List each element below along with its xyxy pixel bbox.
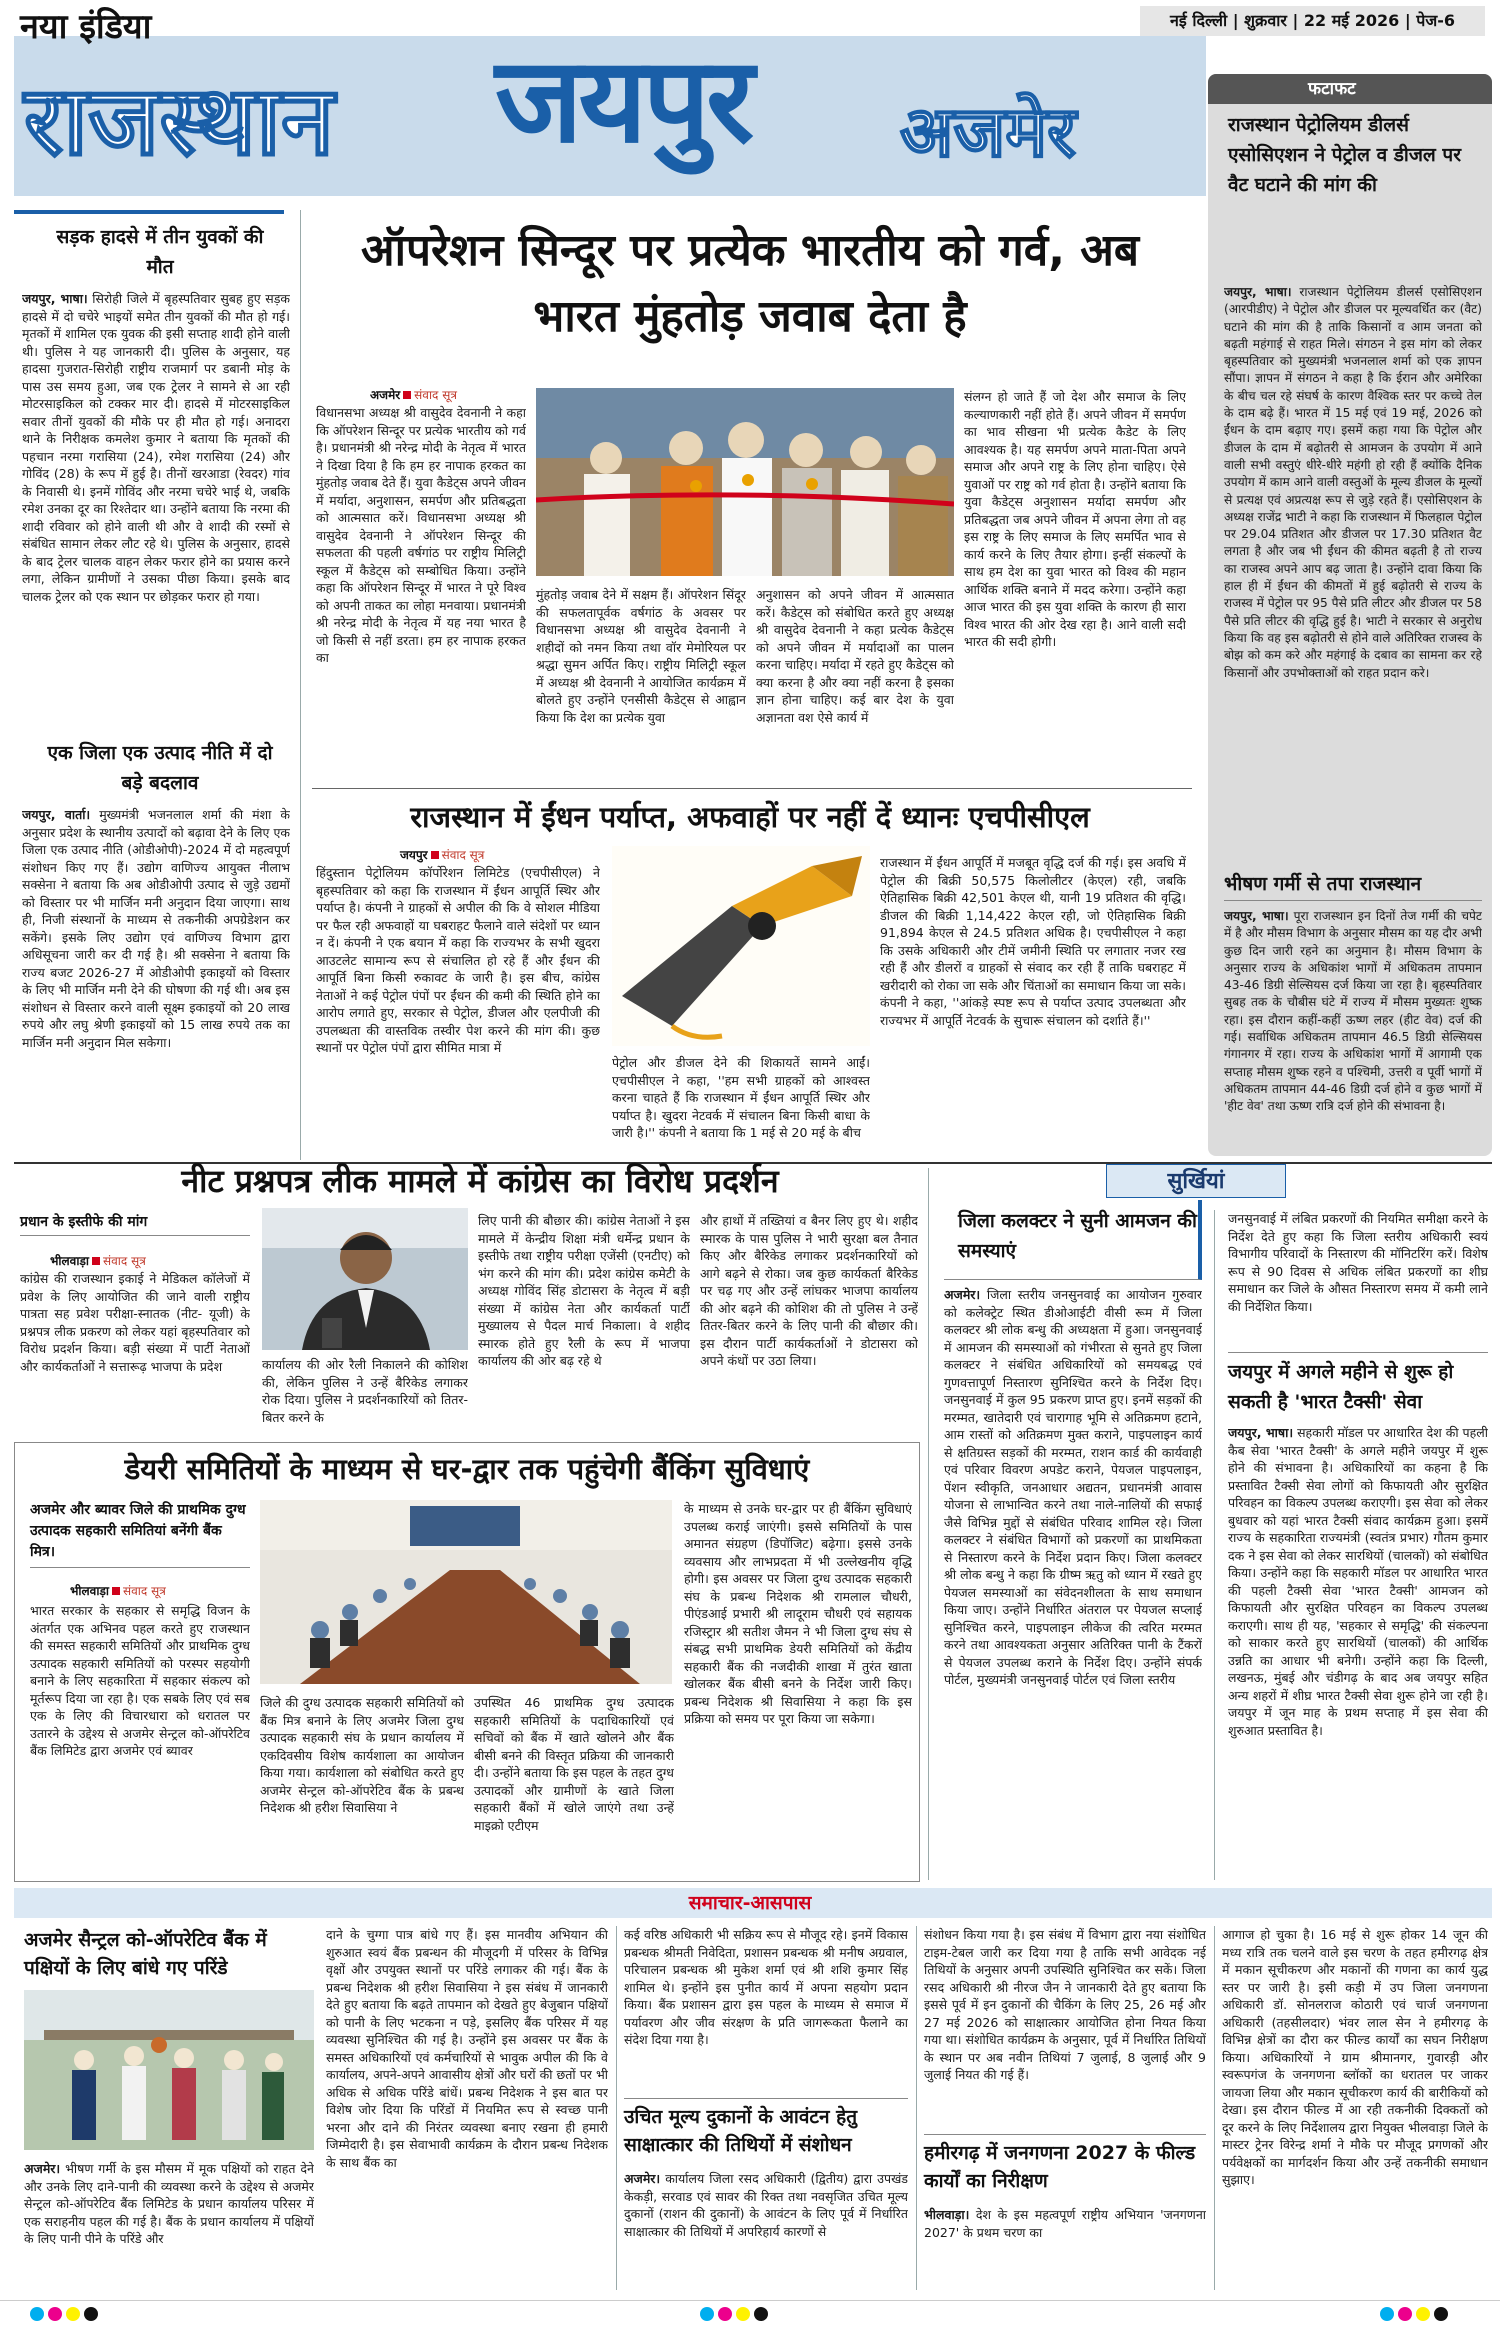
heat-headline: भीषण गर्मी से तपा राजस्थान <box>1224 872 1482 901</box>
dairy-photo <box>260 1500 672 1684</box>
neet-byline-src: संवाद सूत्र <box>103 1254 146 1268</box>
heat-body <box>1224 908 1482 1150</box>
speaker-portrait-photo <box>262 1208 468 1350</box>
edition-city: जयपुर <box>495 31 751 169</box>
fuel-photo <box>612 846 870 1046</box>
fatafat-headline: राजस्थान पेट्रोलियम डीलर्स एसोसिएशन ने पेट्रोल व डीजल पर वैट घटाने की मांग की <box>1228 114 1461 196</box>
surkhiyan-h1: जिला कलक्टर ने सुनी आमजन की समस्याएं <box>958 1210 1197 1262</box>
neet-headline: नीट प्रश्नपत्र लीक मामले में कांग्रेस का विरोध प्रदर्शन <box>181 1162 779 1200</box>
lead-col1: विधानसभा अध्यक्ष श्री वासुदेव देवनानी ने कहा कि ऑपरेशन सिन्दूर पर प्रत्येक भारतीय को गर्व है। प्रधानमंत्री श्री नरेन्द्र मोदी के नेतृत्व में भारत ने दिखा दिया है कि हम हर नापाक हरकत का मुंहतोड़ जवाब देते हैं। युवा कैडेट्स अपने जीवन में मर्यादा, अनुशासन, समर्पण और प्रतिबद्धता को आत्मसात करें। विधानसभा अध्यक्ष श्री वासुदेव देवनानी ने ऑपरेशन सिन्दूर की सफलता की पहली वर्षगांठ पर राष्ट्रीय मिलिट्री स्कूल में कैडेट्स को सम्बोधित किया। उन्होंने कहा कि ऑपरेशन सिन्दूर में भारत ने पूरे विश्व को अपनी ताकत का लोहा मनवाया। प्रधानमंत्री श्री नरेन्द्र मोदी के नेतृत्व में यह नया भारत है जो किसी से नहीं डरता। हम हर नापाक हरकत का <box>316 405 526 665</box>
neet-photo <box>262 1208 468 1350</box>
fuel-headline: राजस्थान में ईंधन पर्याप्त, अफवाहों पर नहीं दें ध्यानः एचपीसीएल <box>410 800 1090 834</box>
fatafat-panel <box>1208 74 1492 1156</box>
aaspaas-a3-headline: हमीरगढ़ में जनगणना 2027 के फील्ड कार्यों का निरीक्षण <box>924 2134 1206 2195</box>
edition-big: राजस्थान <box>24 65 335 177</box>
neet-byline <box>50 1252 146 1269</box>
rule-aaspaas-1 <box>616 1926 617 2290</box>
aaspaas-a2-text: कार्यालय जिला रसद अधिकारी (द्वितीय) द्वारा उपखंड केकड़ी, सरवाड एवं सावर की रिक्त तथा नवसृजित उचित मूल्य दुकानों (राशन की दुकानों) के आवंटन के लिए पूर्व में निर्धारित साक्षात्कार की तिथियों में अपरिहार्य कारणों से <box>624 2171 908 2239</box>
neet-col2: कार्यालय की ओर रैली निकालने की कोशिश की, लेकिन पुलिस ने उन्हें बैरिकेड लगाकर रोक दिया। पुलिस ने प्रदर्शनकारियों को तितर-बितर करने के <box>262 1357 468 1425</box>
fuel-col3: राजस्थान में ईंधन आपूर्ति में मजबूत वृद्धि दर्ज की गई। इस अवधि में पेट्रोल की बिक्री 50,575 किलोलीटर (केएल) रही, जबकि ऐतिहासिक बिक्री 42,501 केएल थी, यानी 19 प्रतिशत की वृद्धि। डीजल की बिक्री 1,14,422 केएल रही, जो ऐतिहासिक बिक्री 91,894 केएल से 24.5 प्रतिशत अधिक है। एचपीसीएल ने कहा कि उसके अधिकारी और टीमें जमीनी स्थिति पर लगातार नजर रख रही हैं और डीलरों व ग्राहकों से संवाद कर रही हैं ताकि घबराहट में खरीदारी को रोका जा सके और चिंताओं का समाधान किया जा सके। कंपनी ने कहा, ''आंकड़े स्पष्ट रूप से पर्याप्त उत्पाद उपलब्धता और राज्यभर में आपूर्ति नेटवर्क के सुचारू संचालन को दर्शाते हैं।'' <box>880 855 1186 1028</box>
aaspaas-a2-col1: कई वरिष्ठ अधिकारी भी सक्रिय रूप से मौजूद रहे। इनमें विकास प्रबन्धक श्रीमती निवेदिता, प्रशासन प्रबन्धक श्री मनीष अग्रवाल, परिचालन प्रबन्धक श्री मुकेश शर्मा एवं श्री शशि कुमार सिंह शामिल थे। इन्होंने इस पुनीत कार्य में अपना सहयोग प्रदान किया। बैंक प्रशासन द्वारा इस पहल के माध्यम से समाज में पर्यावरण और जीव संरक्षण के प्रति जागरूकता फैलाने का संदेश दिया गया है। <box>624 1927 908 2047</box>
aaspaas-label: समाचार-आसपास <box>688 1892 812 1914</box>
dairy-headline: डेयरी समितियों के माध्यम से घर-द्वार तक पहुंचेगी बैंकिंग सुविधाएं <box>124 1452 810 1486</box>
ribbon-cutting-photo <box>536 388 954 576</box>
lead-byline-place: अजमेर <box>370 388 401 402</box>
rule-aaspaas-3 <box>1214 1926 1215 2290</box>
surkhiyan-h1-body <box>944 1286 1202 1880</box>
aaspaas-a3-dateline: भीलवाड़ा। <box>924 2207 970 2222</box>
workshop-meeting-photo <box>260 1500 672 1684</box>
fatafat-dateline: जयपुर, भाषा। <box>1224 285 1292 299</box>
aaspaas-a3-text: देश के इस महत्वपूर्ण राष्ट्रीय अभियान 'जनगणना 2027' के प्रथम चरण का <box>924 2207 1206 2240</box>
lead-col4: संलग्न हो जाते हैं जो देश और समाज के लिए कल्याणकारी नहीं होते हैं। अपने जीवन में समर्पण का भाव सीखना भी प्रत्येक कैडेट के लिए आवश्यक है। यह समर्पण अपने माता-पिता अपने समाज और अपने राष्ट्र के लिए होना चाहिए। ऐसे युवाओं पर राष्ट्र को गर्व होता है। उन्होंने बताया कि युवा कैडेट्स अनुशासन मर्यादा समर्पण और प्रतिबद्धता जब अपने जीवन में अपना लेगा तो वह इस राष्ट्र के लिए समाज के लिए समर्पित भाव से कार्य करने के लिए तैयार होगा। इन्हीं संकल्पों के साथ हम देश का युवा भारत को विश्व की महान आर्थिक शक्ति बनाने में मदद करेगा। उन्होंने कहा आज भारत की इस युवा शक्ति के कारण ही सारा विश्व भारत की ओर देख रहा है। आने वाली सदी भारत की सदी होगी। <box>964 389 1186 649</box>
odop-dateline: जयपुर, वार्ता। <box>22 807 91 822</box>
surkhiyan-h2-text: सहकारी मॉडल पर आधारित देश की पहली कैब सेवा 'भारत टैक्सी' के अगले महीने जयपुर में शुरू होने की संभावना है। अधिकारियों का कहना है कि प्रस्तावित टैक्सी सेवा लोगों को किफायती और सुरक्षित परिवहन का विकल्प उपलब्ध कराएगी। इस सेवा को लेकर बुधवार को यहां भारत टैक्सी संवाद कार्यक्रम हुआ। इसमें राज्य के सहकारिता राज्यमंत्री (स्वतंत्र प्रभार) गौतम कुमार दक ने इस सेवा को लेकर सारथियों (चालकों) को संबोधित किया। उन्होंने कहा कि सहकारी मॉडल पर आधारित भारत की पहली टैक्सी सेवा 'भारत टैक्सी' आमजन को किफायती और सुरक्षित परिवहन का विकल्प उपलब्ध कराएगी। साथ ही यह, 'सहकार से समृद्धि' की संकल्पना को साकार करते हुए सारथियों (चालकों) की आर्थिक उन्नति का आधार भी बनेगी। उन्होंने कहा कि दिल्ली, लखनऊ, मुंबई और चंडीगढ़ के बाद अब जयपुर सहित अन्य शहरों में शीघ्र भारत टैक्सी सेवा शुरू होने जा रही है। जयपुर में जून माह के प्रथम सप्ताह में इस सेवा की शुरुआत प्रस्तावित है। <box>1228 1425 1488 1738</box>
neet-kicker: प्रधान के इस्तीफे की मांग <box>20 1212 250 1236</box>
fuel-byline <box>400 846 484 863</box>
aaspaas-a4-col: आगाज हो चुका है। 16 मई से शुरू होकर 14 जून की मध्य रात्रि तक चलने वाले इस चरण के तहत हमीरगढ़ क्षेत्र में मकान सूचीकरण और मकानों की गणना का कार्य युद्ध स्तर पर जारी है। इसी कड़ी में उप जिला जनगणना अधिकारी डॉ. सोनलराज कोठारी एवं चार्ज जनगणना अधिकारी (तहसीलदार) भंवर लाल सेन ने हमीरगढ़ के विभिन्न क्षेत्रों का दौरा कर फील्ड कार्यों का सघन निरीक्षण किया। अधिकारियों ने ग्राम श्रीमानगर, गुवारड़ी और स्वरूपगंज के जनगणना ब्लॉकों का धरातल पर जाकर जायजा लिया और मकान सूचीकरण कार्य की बारीकियों को देखा। इस दौरान फील्ड में आ रही तकनीकी दिक्कतों को दूर करने के लिए निर्देशालय द्वारा नियुक्त भीलवाड़ा जिले के मास्टर ट्रेनर विरेन्द्र शर्मा ने मौके पर मौजूद प्रगणकों और पर्यवेक्षकों का मार्गदर्शन किया और उन्हें तकनीकी समाधान सुझाए। <box>1222 1927 1488 2187</box>
fuel-nozzle-icon <box>612 846 870 1046</box>
dairy-col1: भारत सरकार के सहकार से समृद्धि विजन के अंतर्गत एक अभिनव पहल करते हुए राजस्थान की समस्त सहकारी समितियों और प्राथमिक दुग्ध उत्पादक सहकारी समितियों को परस्पर सहयोगी बनाने के लिए सहकारिता में सहकार संकल्प को मूर्तरूप दिया जा रहा है। एक सबके लिए एवं सब एक के लिए की विचारधारा को धरातल पर उतारने के उद्देश्य से अजमेर सेन्ट्रल को-ऑपरेटिव बैंक लिमिटेड द्वारा अजमेर एवं ब्यावर <box>30 1603 250 1758</box>
registration-marks-mid <box>700 2306 772 2325</box>
rule-left-main <box>300 210 301 1160</box>
surkhiyan-h1-dateline: अजमेर। <box>944 1287 981 1302</box>
odop-text: मुख्यमंत्री भजनलाल शर्मा की मंशा के अनुसार प्रदेश के स्थानीय उत्पादों को बढ़ावा देने के लिए एक जिला एक उत्पाद नीति (ओडीओपी)-2024 में दो महत्वपूर्ण संशोधन किए गए हैं। उद्योग वाणिज्य आयुक्त नीलाभ सक्सेना ने बताया कि अब ओडीओपी उत्पाद से जुड़े उद्यमों को विस्तार पर भी मार्जिन मनी अनुदान दिया जाएगा। साथ ही, निजी संस्थानों के माध्यम से तकनीकी अपग्रेडेशन कर सकेंगे। इसके लिए उद्योग एवं वाणिज्य विभाग द्वारा अधिसूचना जारी कर दी गई है। श्री सक्सेना ने बताया कि राज्य बजट 2026-27 में ओडीओपी इकाइयों को विस्तार के लिए भी मार्जिन मनी देने की घोषणा की गई थी। अब इस संशोधन से विस्तार करने वाली सूक्ष्म इकाइयों को 20 लाख रुपये और लघु श्रेणी इकाइयों को 15 लाख रुपये तक का मार्जिन मनी अनुदान मिल सकेगा। <box>22 807 290 1050</box>
dairy-col3: उपस्थित 46 प्राथमिक दुग्ध उत्पादक सहकारी समितियों के पदाधिकारियों एवं सचिवों को बैंक में खाते खोलने और बैंक बीसी बनने की विस्तृत प्रक्रिया की जानकारी दी। उन्होंने बताया कि इस पहल के तहत दुग्ध उत्पादकों और ग्रामीणों के खाते जिला सहकारी बैंकों में खोले जाएंगे तथा उन्हें माइक्रो एटीएम <box>474 1695 674 1833</box>
odop-headline: एक जिला एक उत्पाद नीति में दो बड़े बदलाव <box>47 742 273 794</box>
aaspaas-a3-col1: संशोधन किया गया है। इस संबंध में विभाग द्वारा नया संशोधित टाइम-टेबल जारी कर दिया गया है ताकि सभी आवेदक नई तिथियों के अनुसार अपनी उपस्थिति सुनिश्चित कर सकें। जिला रसद अधिकारी श्री नीरज जैन ने जानकारी देते हुए बताया कि इससे पूर्व में इन दुकानों की चैकिंग के लिए 25, 26 मई और 27 मई 2026 को साक्षात्कार आयोजित होना नियत किया गया था। संशोधित कार्यक्रम के अनुसार, पूर्व में निर्धारित तिथियों के स्थान पर अब नवीन तिथियां 7 जुलाई, 8 जुलाई और 9 जुलाई नियत की गई हैं। <box>924 1927 1206 2082</box>
rule-neet-right <box>928 1168 929 1880</box>
accident-text: सिरोही जिले में बृहस्पतिवार सुबह हुए सड़क हादसे में दो चचेरे भाइयों समेत तीन युवकों की मौत हो गई। मृतकों में शामिल एक युवक की इसी सप्ताह शादी होने वाली थी। पुलिस ने यह जानकारी दी। पुलिस के अनुसार, यह हादसा गुजरात-सिरोही राष्ट्रीय राजमार्ग पर डबानी मोड़ के पास उस समय हुआ, जब एक ट्रेलर ने सामने से आ रही मोटरसाइकिल को टक्कर मार दी। हादसे में मोटरसाइकिल सवार तीनों युवकों की मौके पर ही मौत हो गई। अनादरा थाने के निरीक्षक कमलेश कुमार ने बताया कि मृतकों की पहचान नरमा गरासिया (24), रमेश गरासिया (24) और गोविंद (28) के रूप में हुई है। तीनों खरआडा (रेवदर) गांव के निवासी थे। इनमें गोविंद और नरमा चचेरे भाई थे, जबकि रमेश उनका दूर का रिश्तेदार था। उन्होंने बताया कि नरमा की शादी रविवार को होने वाली थी और वे शादी की रस्मों से संबंधित सामान लेकर लौट रहे थे। पुलिस के अनुसार, हादसे के बाद ट्रेलर चालक वाहन लेकर फरार होने का प्रयास करने लगा, लेकिन ग्रामीणों ने उसका पीछा किया। इसके बाद चालक ट्रेलर को एक स्थान पर छोड़कर फरार हो गया। <box>22 291 290 604</box>
neet-col1: कांग्रेस की राजस्थान इकाई ने मेडिकल कॉलेजों में प्रवेश के लिए आयोजित की जाने वाली राष्ट्रीय पात्रता सह प्रवेश परीक्षा-स्नातक (नीट- यूजी) के प्रश्नपत्र लीक प्रकरण को लेकर यहां बृहस्पतिवार को विरोध प्रदर्शन किया। बड़ी संख्या में पार्टी नेताओं और कार्यकर्ताओं ने सत्तारूढ़ भाजपा के प्रदेश <box>20 1271 250 1374</box>
aaspaas-photo <box>24 1990 314 2150</box>
surkhiyan-label: सुर्खियां <box>1106 1164 1286 1198</box>
dairy-kicker: अजमेर और ब्यावर जिले की प्राथमिक दुग्ध उत्पादक सहकारी समितियां बनेंगी बैंक मित्र। <box>30 1500 250 1568</box>
accident-headline: सड़क हादसे में तीन युवकों की मौत <box>56 226 264 278</box>
neet-col3: लिए पानी की बौछार की। कांग्रेस नेताओं ने इस मामले में केन्द्रीय शिक्षा मंत्री धर्मेन्द्र प्रधान के इस्तीफे तथा राष्ट्रीय परीक्षा एजेंसी (एनटीए) को भंग करने की मांग की। प्रदेश कांग्रेस कमेटी के अध्यक्ष गोविंद सिंह डोटासरा के नेतृत्व में बड़ी संख्या में कांग्रेस नेता और कार्यकर्ता पार्टी मुख्यालय से पैदल मार्च निकाला। वे शहीद स्मारक होते हुए रैली के रूप में भाजपा कार्यालय की ओर बढ़ रहे थे <box>478 1213 690 1368</box>
registration-marks-left <box>30 2306 102 2325</box>
fuel-col1: हिंदुस्तान पेट्रोलियम कॉर्पोरेशन लिमिटेड (एचपीसीएल) ने बृहस्पतिवार को कहा कि राजस्थान में ईंधन आपूर्ति स्थिर और पर्याप्त है। कंपनी ने ग्राहकों से अपील की कि वे सोशल मीडिया पर फैल रही अफवाहों या घबराहट फैलाने वाले संदेशों पर ध्यान न दें। कंपनी ने एक बयान में कहा कि राज्यभर के सभी खुदरा आउटलेट सामान्य रूप से संचालित हो रहे हैं और ईंधन की आपूर्ति बिना किसी रुकावट के जारी है। इस बीच, कांग्रेस नेताओं ने कई पेट्रोल पंपों पर ईंधन की कमी की स्थिति होने का आरोप लगाते हुए, सरकार से पेट्रोल, डीजल और एलपीजी की उपलब्धता की वास्तविक तस्वीर पेश करने की मांग की। कुछ स्थानों पर पेट्रोल पंपों द्वारा सीमित मात्रा में <box>316 865 600 1055</box>
paper-name: नया इंडिया <box>20 7 152 47</box>
lead-col3: अनुशासन को अपने जीवन में आत्मसात करें। कैडेट्स को संबोधित करते हुए अध्यक्ष श्री वासुदेव देवनानी ने कहा प्रत्येक कैडेट्स को अपने जीवन में मर्यादाओं का पालन करना चाहिए। मर्यादा में रहते हुए कैडेट्स को क्या करना है और क्या नहीं करना है इसका ज्ञान होना चाहिए। कई बार देश के युवा अज्ञानता वश ऐसे कार्य में <box>756 587 954 725</box>
edition-city2: अजमेर <box>900 91 1076 173</box>
heat-dateline: जयपुर, भाषा। <box>1224 909 1289 923</box>
fuel-byline-src: संवाद सूत्र <box>441 848 485 862</box>
surkhiyan-h1-body2: जनसुनवाई में लंबित प्रकरणों की नियमित समीक्षा करने के निर्देश देते हुए कहा कि जिला स्तरीय अधिकारी स्वयं विभागीय परिवादों के निस्तारण की मॉनिटरिंग करें। विशेष रूप से 90 दिवस से अधिक लंबित प्रकरणों का शीघ्र समाधान कर जिले के औसत निस्तारण समय में कमी लाने की निर्देशित किया। <box>1228 1211 1488 1314</box>
heat-text: पूरा राजस्थान इन दिनों तेज गर्मी की चपेट में है और मौसम विभाग के अनुसार मौसम का यह दौर अभी कुछ दिन जारी रहने का अनुमान है। मौसम विभाग के अनुसार राज्य के अधिकांश भागों में अधिकतम तापमान 43-46 डिग्री सेल्सियस दर्ज किया जा रहा है। बृहस्पतिवार सुबह तक के चौबीस घंटे में राज्य में मौसम मुख्यतः शुष्क रहा। इस दौरान कहीं-कहीं ऊष्ण लहर (हीट वेव) दर्ज की गई। सर्वाधिक अधिकतम तापमान 46.5 डिग्री सेल्सियस गंगानगर में रहा। राज्य के अधिकांश भागों में आगामी एक सप्ताह मौसम शुष्क रहने व पश्चिमी, उत्तरी व पूर्वी भागों में अधिकतम तापमान 44-46 डिग्री दर्ज होने व कुछ भागों में 'हीट वेव' तथा ऊष्ण रात्रि दर्ज होने की संभावना है। <box>1224 909 1482 1114</box>
dairy-byline-place: भीलवाड़ा <box>70 1584 109 1598</box>
neet-col4: और हाथों में तख्तियां व बैनर लिए हुए थे। शहीद स्मारक के पास पुलिस ने भारी सुरक्षा बल तैनात किए और बैरिकेड लगाकर प्रदर्शनकारियों को आगे बढ़ने से रोका। जब कुछ कार्यकर्ता बैरिकेड पर चढ़ गए और उन्हें लांघकर भाजपा कार्यालय की ओर बढ़ने की कोशिश की तो पुलिस ने उन्हें तितर-बितर करने के लिए पानी की बौछार की। इस दौरान पार्टी कार्यकर्ताओं ने डोटासरा को अपने कंधों पर उठा लिया। <box>700 1213 918 1368</box>
surkhiyan-h2-body <box>1228 1424 1488 1880</box>
fatafat-label: फटाफट <box>1208 74 1492 104</box>
aaspaas-a3-body <box>924 2206 1206 2290</box>
dairy-col2: जिले की दुग्ध उत्पादक सहकारी समितियों को बैंक मित्र बनाने के लिए अजमेर जिला दुग्ध उत्पादक सहकारी संघ के प्रधान कार्यालय में एकदिवसीय विशेष कार्यशाला का आयोजन किया गया। कार्यशाला को संबोधित करते हुए अजमेर सेन्ट्रल को-ऑपरेटिव बैंक के प्रबन्ध निदेशक श्री हरीश सिवासिया ने <box>260 1695 464 1815</box>
rule-surkhiyan <box>1214 1210 1215 1880</box>
aaspaas-a1-col2: दाने के चुग्गा पात्र बांधे गए हैं। इस मानवीय अभियान की शुरुआत स्वयं बैंक प्रबन्धन की मौजूदगी में परिसर के विभिन्न वृक्षों और उपयुक्त स्थानों पर परिंडे लगाकर की गई। बैंक के प्रबन्ध निदेशक श्री हरीश सिवासिया ने इस संबंध में जानकारी देते हुए बताया कि बढ़ते तापमान को देखते हुए बेजुबान पक्षियों को पानी के लिए भटकना न पड़े, इसलिए बैंक परिसर में यह व्यवस्था सुनिश्चित की गई है। उन्होंने इस अवसर पर बैंक के समस्त अधिकारियों एवं कर्मचारियों से भावुक अपील की कि वे कार्यालय, अपने-अपने आवासीय क्षेत्रों और घरों की छतों पर भी अधिक से अधिक परिंडे बांधें। प्रबन्ध निदेशक ने इस बात पर विशेष जोर दिया कि परिंडों में नियमित रूप से स्वच्छ पानी भरना और दाने की निरंतर व्यवस्था बनाए रखना ही हमारी जिम्मेदारी है। इस सेवाभावी कार्यक्रम के दौरान प्रबन्ध निदेशक के साथ बैंक का <box>326 1927 608 2170</box>
aaspaas-a2-body <box>624 2170 908 2290</box>
lead-byline-src: संवाद सूत्र <box>414 388 457 402</box>
rule-aaspaas-2 <box>916 1926 917 2290</box>
bird-feeder-photo <box>24 1990 314 2150</box>
lead-headline: ऑपरेशन सिन्दूर पर प्रत्येक भारतीय को गर्व, अब भारत मुंहतोड़ जवाब देता है <box>361 225 1139 342</box>
dairy-byline <box>70 1582 166 1599</box>
surkhiyan-h2-dateline: जयपुर, भाषा। <box>1228 1425 1294 1440</box>
aaspaas-a2-headline: उचित मूल्य दुकानों के आवंटन हेतु साक्षात्कार की तिथियों में संशोधन <box>624 2098 908 2159</box>
aaspaas-a1-col1 <box>24 2160 314 2290</box>
odop-body <box>22 806 290 1156</box>
dairy-byline-src: संवाद सूत्र <box>123 1584 166 1598</box>
aaspaas-a1-dateline: अजमेर। <box>24 2161 61 2176</box>
surkhiyan-h1-text: जिला स्तरीय जनसुनवाई का आयोजन गुरुवार को कलेक्ट्रेट स्थित डीओआईटी वीसी रूम में जिला कलक्टर श्री लोक बन्धु की अध्यक्षता में हुआ। जनसुनवाई में आमजन की समस्याओं को गंभीरता से सुनते हुए जिला कलक्टर ने संबंधित अधिकारियों को समयबद्ध एवं गुणवत्तापूर्ण निस्तारण सुनिश्चित करने के निर्देश दिए। जनसुनवाई में कुल 95 प्रकरण प्राप्त हुए। इनमें सड़कों की मरम्मत, खातेदारी एवं चारागाह भूमि से अतिक्रमण हटाने, आम रास्तों को अतिक्रमण मुक्त कराने, पाइपलाइन कार्य से क्षतिग्रस्त सड़कों की मरम्मत, राशन कार्ड की कार्यवाही एवं परिवार विवरण अपडेट कराने, पेयजल पाइपलाइन, पेंशन स्वीकृति, जनआधार अद्यतन, प्रधानमंत्री आवास योजना से लाभान्वित करने तथा नाले-नालियों की सफाई जैसे विभिन्न मुद्दों से संबंधित परिवाद शामिल रहे। जिला कलक्टर ने संबंधित विभागों को प्रकरणों का प्राथमिकता से निस्तारण करने के निर्देश प्रदान किए। जिला कलक्टर श्री लोक बन्धु ने कहा कि ग्रीष्म ऋतु को ध्यान में रखते हुए पेयजल समस्याओं का संवेदनशीलता के साथ समाधान किया जाए। उन्होंने निर्धारित अंतराल पर पेयजल सप्लाई सुनिश्चित करने, पाइपलाइन लीकेज की त्वरित मरम्मत करने तथा आवश्यकता अनुसार अतिरिक्त पानी के टैंकरों से पेयजल उपलब्ध कराने के निर्देश दिए। उन्होंने संपर्क पोर्टल, मुख्यमंत्री जनसुनवाई पोर्टल एवं जिला स्तरीय <box>944 1287 1202 1687</box>
top-meta: नई दिल्ली | शुक्रवार | 22 मई 2026 | पेज-6 <box>1140 6 1485 36</box>
fatafat-body <box>1224 284 1482 864</box>
registration-marks-right <box>1380 2306 1452 2325</box>
aaspaas-a2-dateline: अजमेर। <box>624 2171 661 2186</box>
lead-photo <box>536 388 954 576</box>
aaspaas-a1-headline: अजमेर सैन्ट्रल को-ऑपरेटिव बैंक में पक्षियों के लिए बांधे गए परिंडे <box>24 1929 267 1979</box>
lead-col2: मुंहतोड़ जवाब देने में सक्षम हैं। ऑपरेशन सिंदूर की सफलतापूर्वक वर्षगांठ के अवसर पर विधानसभा अध्यक्ष श्री वासुदेव देवनानी ने शहीदों को नमन किया तथा वॉर मेमोरियल पर श्रद्धा सुमन अर्पित किए। राष्ट्रीय मिलिट्री स्कूल में अध्यक्ष श्री देवनानी ने आयोजित कार्यक्रम में बोलते हुए उन्होंने एनसीसी कैडेट्स से आह्वान किया कि देश का प्रत्येक युवा <box>536 587 746 725</box>
neet-byline-place: भीलवाड़ा <box>50 1254 89 1268</box>
fuel-byline-place: जयपुर <box>400 848 428 862</box>
surkhiyan-h2: जयपुर में अगले महीने से शुरू हो सकती है 'भारत टैक्सी' सेवा <box>1228 1352 1488 1417</box>
fatafat-text: राजस्थान पेट्रोलियम डीलर्स एसोसिएशन (आरपीडीए) ने पेट्रोल और डीजल पर मूल्यवर्धित कर (वैट) घटाने की मांग की है ताकि किसानों व आम जनता को बढ़ती महंगाई से राहत मिले। संगठन ने इस मांग को लेकर बृहस्पतिवार को मुख्यमंत्री भजनलाल शर्मा को एक ज्ञापन सौंपा। ज्ञापन में संगठन ने कहा है कि ईरान और अमेरिका के बीच चल रहे संघर्ष के कारण वैश्विक स्तर पर कच्चे तेल के दाम बढ़े हैं। भारत में 15 मई एवं 19 मई, 2026 को ईंधन के दाम बढ़ाए गए। इसमें कहा गया कि पेट्रोल और डीजल के दाम में बढ़ोतरी से आमजन के उपयोग में आने वाली सभी वस्तुएं धीरे-धीरे महंगी हो रही हैं क्योंकि दैनिक उपयोग में काम आने वाली वस्तुओं के मूल्य डीजल के मूल्यों से प्रत्यक्ष एवं अप्रत्यक्ष रूप से जुड़े रहते हैं। एसोसिएशन के अध्यक्ष राजेंद्र भाटी ने कहा कि राजस्थान में फिलहाल पेट्रोल पर 29.04 प्रतिशत और डीजल पर 17.30 प्रतिशत वैट लगता है और जब भी ईंधन की कीमत बढ़ती है तो राज्य का राजस्व अपने आप बढ़ जाता है। उन्होंने दावा किया कि हाल ही में ईंधन की कीमतों में हुई बढ़ोतरी से राज्य के राजस्व में पेट्रोल पर 95 पैसे प्रति लीटर और डीजल पर 58 पैसे प्रति लीटर की वृद्धि हुई है। भाटी ने सरकार से अनुरोध किया कि वह इस बढ़ोतरी से होने वाले अतिरिक्त राजस्व के बोझ को कम करे और महंगाई के दबाव का सामना कर रहे किसानों और उपभोक्ताओं को राहत प्रदान करे। <box>1224 285 1482 680</box>
lead-byline <box>370 386 457 403</box>
accident-body <box>22 290 290 722</box>
accident-dateline: जयपुर, भाषा। <box>22 291 88 306</box>
lead-bottom-rule <box>312 788 1192 789</box>
dairy-col4: के माध्यम से उनके घर-द्वार पर ही बैंकिंग सुविधाएं उपलब्ध कराई जाएंगी। इससे समितियों के पास अमानत संग्रहण (डिपॉजिट) बढ़ेगा। इससे उनके व्यवसाय और लाभप्रदता में भी उल्लेखनीय वृद्धि होगी। इस अवसर पर जिला दुग्ध उत्पादक सहकारी संघ के प्रबन्ध निदेशक श्री रामलाल चौधरी, पीएंडआई प्रभारी श्री लादूराम चौधरी एवं सहायक रजिस्ट्रार श्री सतीश जैमन ने भी जिला दुग्ध संघ से संबद्ध सभी प्राथमिक डेयरी समितियों को केंद्रीय सहकारी बैंक की नजदीकी शाखा में तुरंत खाता खोलकर बैंक बीसी बनने के निर्देश जारी किए। प्रबन्ध निदेशक श्री सिवासिया ने कहा कि इस प्रक्रिया को समय पर पूरा किया जा सकेगा। <box>684 1501 912 1726</box>
fuel-col2: पेट्रोल और डीजल देने की शिकायतें सामने आईं। एचपीसीएल ने कहा, ''हम सभी ग्राहकों को आश्वस्त करना चाहते हैं कि राजस्थान में ईंधन आपूर्ति स्थिर और पर्याप्त है। खुदरा नेटवर्क में संचालन बिना किसी बाधा के जारी है।'' कंपनी ने बताया कि 1 मई से 20 मई के बीच <box>612 1055 870 1140</box>
aaspaas-a1-col1-text: भीषण गर्मी के इस मौसम में मूक पक्षियों को राहत देने और उनके लिए दाने-पानी की व्यवस्था करने के उद्देश्य से अजमेर सेन्ट्रल को-ऑपरेटिव बैंक लिमिटेड के प्रधान कार्यालय परिसर में एक सराहनीय पहल की गई है। बैंक के प्रधान कार्यालय में पक्षियों के लिए पानी पीने के परिंडे और <box>24 2161 314 2246</box>
left-col-topbar <box>14 210 284 214</box>
